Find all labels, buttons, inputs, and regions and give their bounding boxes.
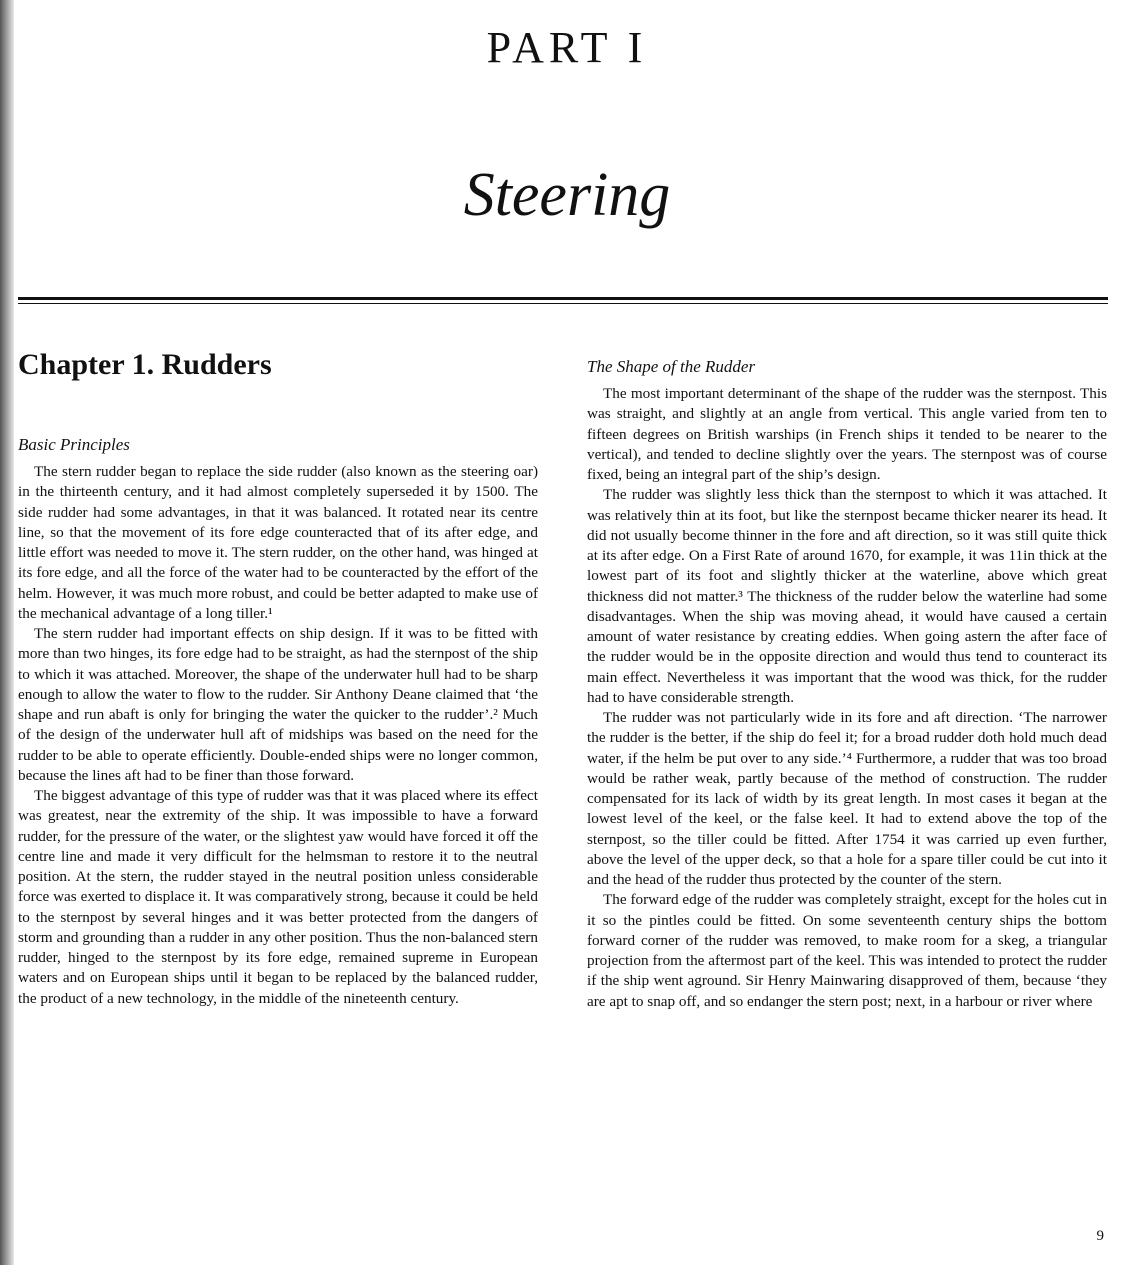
page-number: 9	[1096, 1228, 1104, 1244]
header-rule-thin	[18, 303, 1108, 304]
paragraph: The stern rudder began to replace the side rudder (also known as the steering oar) in the thirteenth century, and it had almost completely superseded it by 1500. The side rudder had some advantages, in that it was balanced. It rotated near its centre line, so that the movement of its fore edge counteracted that of its after edge, and little effort was needed to move it. The stern rudder, on the other hand, was hinged at its fore edge, and all the force of the water had to be counteracted by the effort of the helm. However, it was much more robust, and could be better adapted to make use of the mechanical advantage of a long tiller.¹	[18, 463, 538, 622]
paragraph: The biggest advantage of this type of rudder was that it was placed where its effect was greatest, near the extremity of the ship. It was impossible to have a forward rudder, for the pressure of the water, or the slightest yaw would have forced it off the centre line and made it very difficult for the helmsman to restore it to the neutral position. At the stern, the rudder stayed in the neutral position unless considerable force was exerted to displace it. It was comparatively strong, because it could be held to the sternpost by several hinges and it was better protected from the dangers of storm and grounding than a rudder in any other position. Thus the non-balanced stern rudder, hinged to the sternpost by its fore edge, remained supreme in European waters and on European ships until it began to be replaced by the balanced rudder, the product of a new technology, in the middle of the nineteenth century.	[18, 787, 538, 1007]
header-rule-thick	[18, 297, 1108, 300]
paragraph: The forward edge of the rudder was completely straight, except for the holes cut in it so the pintles could be fitted. On some seventeenth century ships the bottom forward corner of the rudder was removed, to make room for a skeg, a triangular projection from the aftermost part of the keel. This was intended to protect the rudder if the ship went aground. Sir Henry Mainwaring disapproved of them, because ‘they are apt to snap off, and so endanger the stern post; next, in a harbour or river where	[587, 891, 1107, 1010]
part-label: PART I	[486, 23, 648, 72]
section-heading-basic-principles: Basic Principles	[18, 435, 130, 454]
left-column	[18, 340, 538, 1009]
part-title: Steering	[463, 161, 671, 229]
section-heading-shape-of-rudder: The Shape of the Rudder	[587, 357, 756, 376]
paragraph: The rudder was slightly less thick than the sternpost to which it was attached. It was relatively thin at its foot, but like the sternpost became thicker nearer its head. It did not usually become thinner in the fore and aft direction, so it was still quite thick at its after edge. On a First Rate of around 1670, for example, it was 11in thick at the lowest part of its foot and slightly thicker at the waterline, above which great thickness did not matter.³ The thickness of the rudder below the waterline had some disadvantages. When the ship was moving ahead, it would have caused a certain amount of water resistance by creating eddies. When going astern the after face of the rudder would be in the opposite direction and would thus tend to counteract its main effect. Nevertheless it was important that the wood was thick, for the rudder had to have considerable strength.	[587, 486, 1107, 706]
paragraph: The stern rudder had important effects on ship design. If it was to be fitted with more than two hinges, its fore edge had to be straight, as had the sternpost of the ship to which it was attached. Moreover, the shape of the underwater hull had to be sharp enough to allow the water to flow to the rudder. Sir Anthony Deane claimed that ‘the shape and run abaft is only for bringing the water the quicker to the rudder’.² Much of the design of the underwater hull aft of midships was based on the need for the rudder to be able to operate efficiently. Double-ended ships were no longer common, because the lines aft had to be finer than those forward.	[18, 625, 538, 784]
paragraph: The rudder was not particularly wide in its fore and aft direction. ‘The narrower the rudder is the better, if the ship do feel it; for a broad rudder doth hold much dead water, if the helm be put over to any side.’⁴ Furthermore, a rudder that was too broad would be rather weak, partly because of the method of construction. The rudder compensated for its lack of width by its great length. In most cases it began at the lowest level of the keel, or the false keel. It had to extend above the top of the sternpost, so the tiller could be fitted. After 1754 it was carried up even further, above the level of the upper deck, so that a hole for a spare tiller could be cut into it and the head of the rudder thus protected by the counter of the stern.	[587, 709, 1107, 888]
right-column	[587, 352, 1107, 1012]
chapter-title: Chapter 1. Rudders	[18, 348, 272, 381]
paragraph: The most important determinant of the shape of the rudder was the sternpost. This was straight, and slightly at an angle from vertical. This angle varied from ten to fifteen degrees on British warships (in French ships it tended to be nearer to the vertical), and tended to decline slightly over the years. The sternpost was of course fixed, being an integral part of the ship’s design.	[587, 385, 1107, 483]
